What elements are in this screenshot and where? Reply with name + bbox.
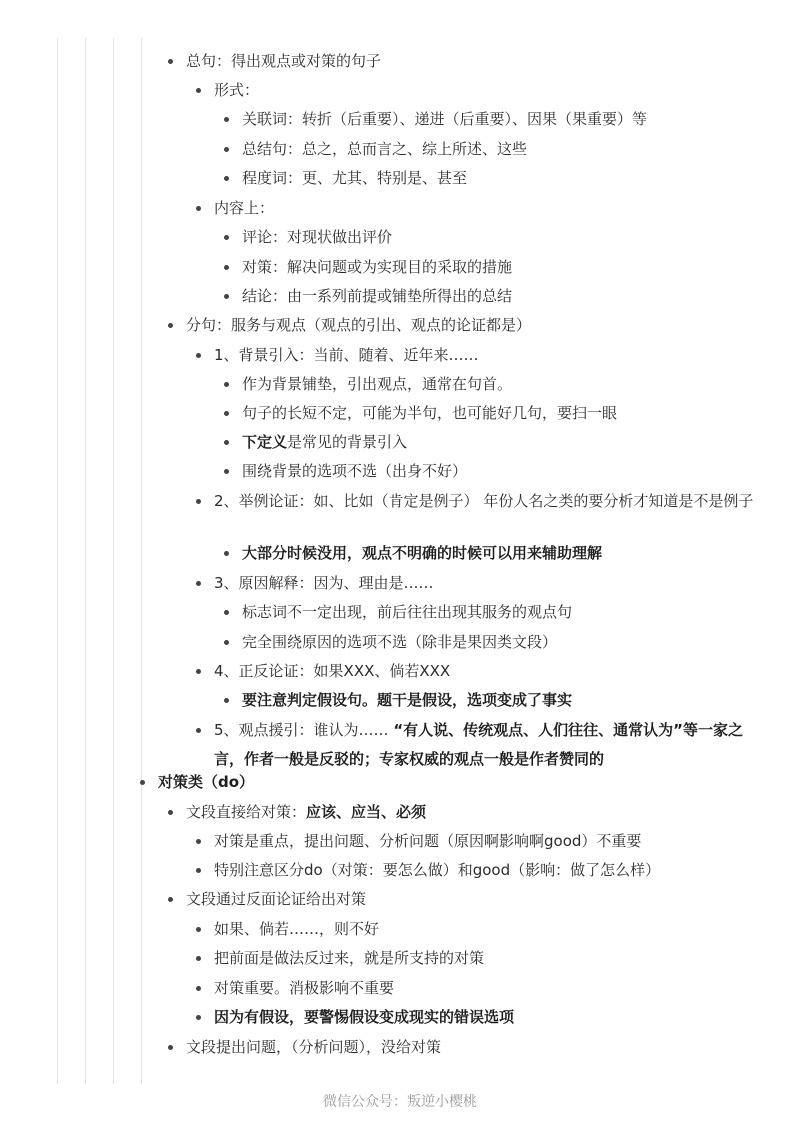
list-item: 3、原因解释：因为、理由是…… bbox=[214, 569, 434, 598]
list-item: 围绕背景的选项不选（出身不好） bbox=[242, 457, 467, 486]
list-item: 对策：解决问题或为实现目的采取的措施 bbox=[242, 253, 512, 282]
list-item: 文段通过反面论证给出对策 bbox=[186, 885, 366, 914]
list-item: 要注意判定假设句。题干是假设，选项变成了事实 bbox=[242, 686, 572, 715]
list-item: 结论：由一系列前提或铺垫所得出的总结 bbox=[242, 282, 512, 311]
list-item: 内容上： bbox=[214, 194, 274, 223]
footer-watermark: 微信公众号：叛逆小樱桃 bbox=[323, 1094, 477, 1110]
list-item: 评论：对现状做出评价 bbox=[242, 223, 392, 252]
list-item: 因为有假设，要警惕假设变成现实的错误选项 bbox=[214, 1003, 514, 1032]
list-item: 特别注意区分do（对策：要怎么做）和good（影响：做了怎么样） bbox=[214, 856, 660, 885]
list-item: 分句：服务与观点（观点的引出、观点的论证都是） bbox=[186, 311, 531, 340]
list-item: 1、背景引入：当前、随着、近年来…… bbox=[214, 341, 479, 370]
list-item: 句子的长短不定，可能为半句，也可能好几句，要扫一眼 bbox=[242, 399, 617, 428]
list-item: 文段直接给对策：应该、应当、必须 bbox=[186, 798, 426, 827]
list-item: 下定义是常见的背景引入 bbox=[242, 428, 407, 457]
list-item: 5、观点援引：谁认为…… “有人说、传统观点、人们往往、通常认为”等一家之言，作者一般是反驳的；专家权威的观点一般是作者赞同的 bbox=[214, 716, 760, 774]
list-item: 4、正反论证：如果XXX、倘若XXX bbox=[214, 657, 450, 686]
list-item: 对策重要。消极影响不重要 bbox=[214, 974, 394, 1003]
list-item: 如果、倘若……，则不好 bbox=[214, 915, 379, 944]
list-item: 完全围绕原因的选项不选（除非是果因类文段） bbox=[242, 628, 557, 657]
list-item: 把前面是做法反过来，就是所支持的对策 bbox=[214, 944, 484, 973]
indent-guide bbox=[113, 38, 114, 1084]
list-item: 关联词：转折（后重要）、递进（后重要）、因果（果重要）等 bbox=[242, 105, 647, 134]
list-item: 文段提出问题，（分析问题），没给对策 bbox=[186, 1033, 441, 1062]
list-item: 2、举例论证：如、比如（肯定是例子） 年份人名之类的要分析才知道是不是例子 bbox=[214, 487, 760, 516]
list-item: 程度词：更、尤其、特别是、甚至 bbox=[242, 164, 467, 193]
list-item: 总句：得出观点或对策的句子 bbox=[186, 47, 381, 76]
indent-guide bbox=[85, 38, 86, 1084]
list-item: 总结句：总之，总而言之、综上所述、这些 bbox=[242, 135, 527, 164]
list-item: 大部分时候没用，观点不明确的时候可以用来辅助理解 bbox=[242, 539, 602, 568]
list-item: 标志词不一定出现，前后往往出现其服务的观点句 bbox=[242, 598, 572, 627]
list-item: 形式： bbox=[214, 76, 259, 105]
list-item: 对策类（do） bbox=[158, 768, 254, 797]
indent-guide bbox=[141, 38, 142, 1084]
list-item: 对策是重点，提出问题、分析问题（原因啊影响啊good）不重要 bbox=[214, 827, 641, 856]
indent-guide bbox=[57, 38, 58, 1084]
list-item: 作为背景铺垫，引出观点，通常在句首。 bbox=[242, 370, 512, 399]
